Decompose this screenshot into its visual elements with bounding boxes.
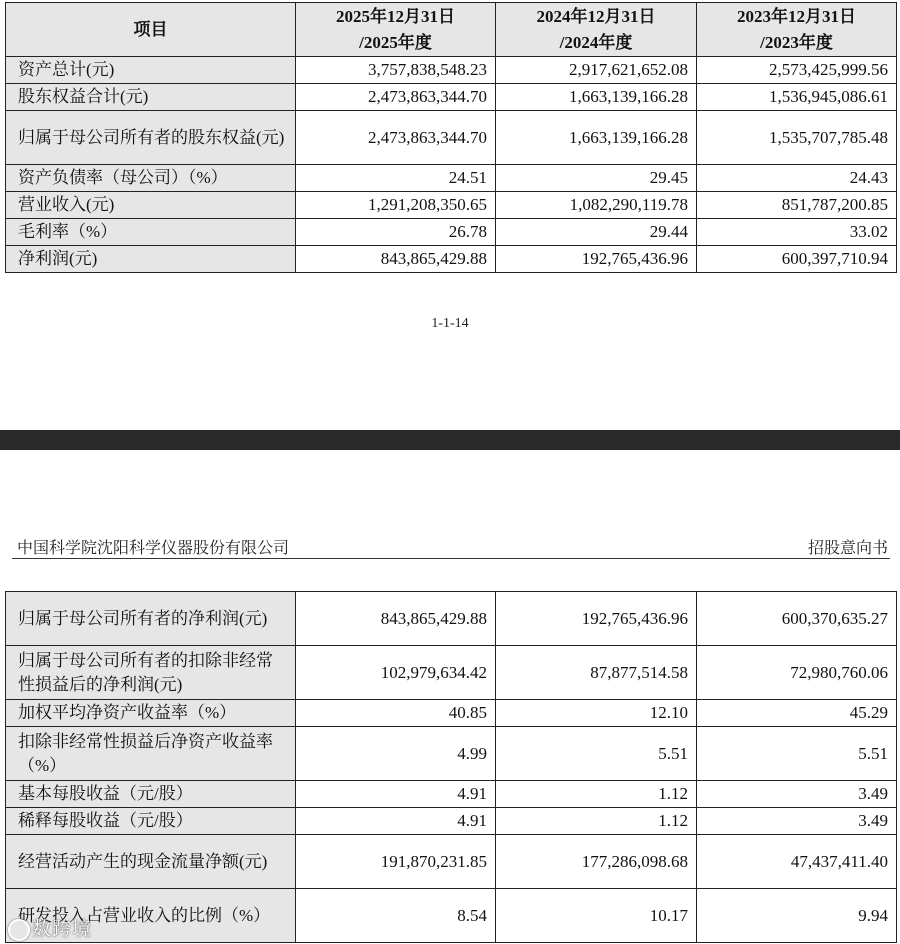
cell-value: 2,473,863,344.70 (296, 111, 496, 165)
cell-value: 192,765,436.96 (496, 592, 697, 646)
row-label: 资产总计(元) (6, 57, 296, 84)
cell-value: 5.51 (496, 727, 697, 781)
table-row (6, 700, 897, 727)
row-label: 净利润(元) (6, 246, 296, 273)
cell-value: 45.29 (697, 700, 897, 727)
cell-value: 843,865,429.88 (296, 592, 496, 646)
row-label: 股东权益合计(元) (6, 84, 296, 111)
header-2024: 2024年12月31日 /2024年度 (496, 3, 697, 57)
cell-value: 600,397,710.94 (697, 246, 897, 273)
cell-value: 2,917,621,652.08 (496, 57, 697, 84)
cell-value: 2,473,863,344.70 (296, 84, 496, 111)
cell-value: 192,765,436.96 (496, 246, 697, 273)
cell-value: 177,286,098.68 (496, 835, 697, 889)
cell-value: 191,870,231.85 (296, 835, 496, 889)
cell-value: 843,865,429.88 (296, 246, 496, 273)
table-row (6, 808, 897, 835)
cell-value: 26.78 (296, 219, 496, 246)
cell-value: 4.91 (296, 781, 496, 808)
row-label: 稀释每股收益（元/股） (6, 808, 296, 835)
cell-value: 1,663,139,166.28 (496, 84, 697, 111)
cell-value: 4.99 (296, 727, 496, 781)
financial-table-top (5, 2, 897, 273)
cell-value: 87,877,514.58 (496, 646, 697, 700)
header-item: 项目 (6, 3, 296, 57)
table-row (6, 781, 897, 808)
cell-value: 33.02 (697, 219, 897, 246)
watermark: 数跨境 (8, 914, 92, 941)
cell-value: 1,291,208,350.65 (296, 192, 496, 219)
company-name: 中国科学院沈阳科学仪器股份有限公司 (17, 540, 290, 557)
cell-value: 24.51 (296, 165, 496, 192)
cell-value: 1,082,290,119.78 (496, 192, 697, 219)
cell-value: 40.85 (296, 700, 496, 727)
page-divider (0, 430, 900, 450)
row-label: 归属于母公司所有者的扣除非经常性损益后的净利润(元) (6, 646, 296, 700)
cell-value: 2,573,425,999.56 (697, 57, 897, 84)
document-type: 招股意向书 (807, 540, 888, 557)
table-row (6, 246, 897, 273)
cell-value: 1.12 (496, 781, 697, 808)
cell-value: 1,663,139,166.28 (496, 111, 697, 165)
table-row (6, 889, 897, 943)
cell-value: 3.49 (697, 781, 897, 808)
header-rule (12, 558, 890, 559)
watermark-logo-icon (8, 919, 30, 941)
cell-value: 1.12 (496, 808, 697, 835)
row-label: 毛利率（%） (6, 219, 296, 246)
header-2023: 2023年12月31日 /2023年度 (697, 3, 897, 57)
row-label: 扣除非经常性损益后净资产收益率（%） (6, 727, 296, 781)
cell-value: 8.54 (296, 889, 496, 943)
row-label: 加权平均净资产收益率（%） (6, 700, 296, 727)
financial-table-bottom (5, 591, 897, 943)
cell-value: 24.43 (697, 165, 897, 192)
cell-value: 1,535,707,785.48 (697, 111, 897, 165)
cell-value: 29.45 (496, 165, 697, 192)
cell-value: 10.17 (496, 889, 697, 943)
cell-value: 3.49 (697, 808, 897, 835)
cell-value: 12.10 (496, 700, 697, 727)
cell-value: 851,787,200.85 (697, 192, 897, 219)
page-number: 1-1-14 (431, 316, 469, 331)
row-label: 经营活动产生的现金流量净额(元) (6, 835, 296, 889)
cell-value: 600,370,635.27 (697, 592, 897, 646)
table-row (6, 111, 897, 165)
table-row (6, 165, 897, 192)
table-row (6, 192, 897, 219)
row-label: 营业收入(元) (6, 192, 296, 219)
cell-value: 1,536,945,086.61 (697, 84, 897, 111)
table-row (6, 727, 897, 781)
table-row (6, 835, 897, 889)
cell-value: 72,980,760.06 (697, 646, 897, 700)
cell-value: 29.44 (496, 219, 697, 246)
cell-value: 3,757,838,548.23 (296, 57, 496, 84)
table-row (6, 57, 897, 84)
row-label: 资产负债率（母公司）（%） (6, 165, 296, 192)
cell-value: 5.51 (697, 727, 897, 781)
header-2025: 2025年12月31日 /2025年度 (296, 3, 496, 57)
cell-value: 102,979,634.42 (296, 646, 496, 700)
row-label: 归属于母公司所有者的股东权益(元) (6, 111, 296, 165)
cell-value: 47,437,411.40 (697, 835, 897, 889)
table-header-row (6, 3, 897, 57)
row-label: 基本每股收益（元/股） (6, 781, 296, 808)
table-row (6, 219, 897, 246)
row-label: 归属于母公司所有者的净利润(元) (6, 592, 296, 646)
table-row (6, 592, 897, 646)
table-row (6, 84, 897, 111)
table-row (6, 646, 897, 700)
cell-value: 4.91 (296, 808, 496, 835)
row-label: 研发投入占营业收入的比例（%） (6, 889, 296, 943)
cell-value: 9.94 (697, 889, 897, 943)
